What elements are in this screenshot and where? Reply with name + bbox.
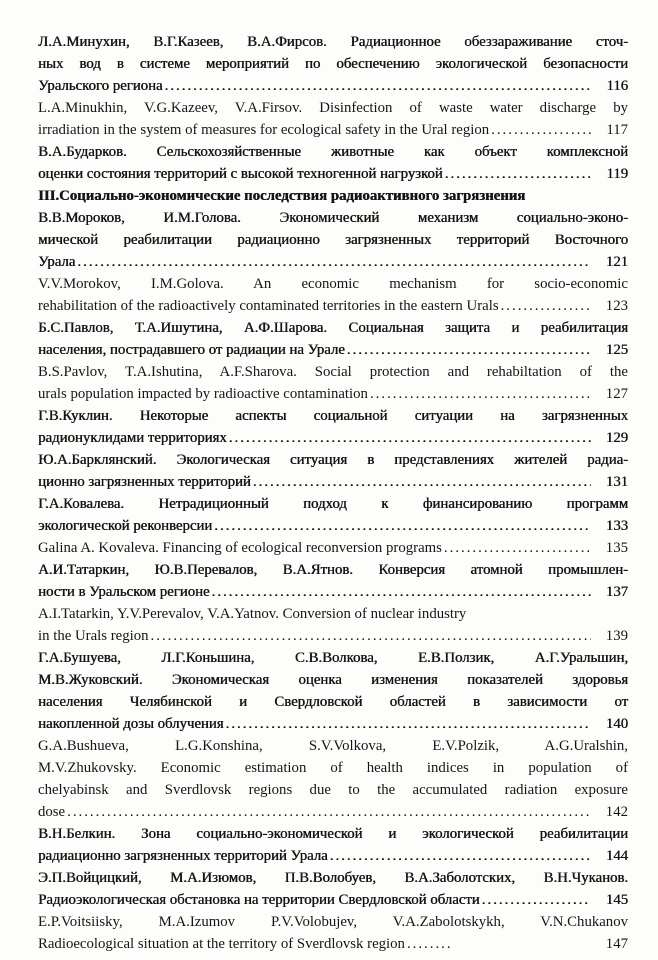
entry-text: населения Челябинской и Свердловской областей в зависимости от [38,694,628,710]
toc-line [38,361,628,383]
page-number: 116 [606,78,628,94]
entry-text: накопленной дозы облучения [38,716,224,732]
page-number: 117 [606,122,628,138]
entry-text: Г.В.Куклин. Некоторые аспекты социальной ситуации на загрязненных [38,408,628,424]
toc-line [38,163,628,185]
entry-text: dose [38,804,66,820]
toc-line [38,801,628,823]
toc-line [38,427,628,449]
dot-leader [445,163,591,185]
page-number: 133 [605,518,628,534]
entry-text: Radioecological situation at the territory of Sverdlovsk region [38,936,405,952]
toc-line [38,537,628,559]
toc-line [38,449,628,471]
toc-line [38,867,628,889]
dot-leader [225,713,591,735]
entry-text: Э.П.Войцицкий, М.А.Изюмов, П.В.Волобуев, В.А.Заболотских, В.Н.Чуканов. [38,870,628,886]
page-number: 144 [605,848,628,864]
toc-line [38,471,628,493]
dot-leader [214,515,591,537]
entry-text: irradiation in the system of measures for ecological safety in the Ural region [38,122,490,138]
toc-line [38,339,628,361]
page-number: 139 [605,628,628,644]
toc-line [38,317,628,339]
dot-leader [444,537,591,559]
page-number: 145 [605,892,628,908]
toc-line [38,581,628,603]
toc-line [38,207,628,229]
entry-text: Радиоэкологическая обстановка на территории Свердловской области [38,892,480,908]
entry-text: Л.А.Минухин, В.Г.Казеев, В.А.Фирсов. Радиационное обеззараживание сточ- [38,34,628,50]
toc-line [38,735,628,757]
page-number: 129 [605,430,628,446]
page-number: 121 [605,254,628,270]
toc-list [38,31,628,955]
entry-text: L.A.Minukhin, V.G.Kazeev, V.A.Firsov. Disinfection of waste water discharge by [38,100,628,116]
page-number: 142 [605,804,628,820]
dot-leader [229,427,591,449]
entry-text: ности в Уральском регионе [38,584,210,600]
toc-line [38,31,628,53]
toc-line [38,53,628,75]
page-number: 140 [605,716,628,732]
toc-line [38,515,628,537]
toc-line [38,713,628,735]
page-number: 137 [605,584,628,600]
entry-text: В.А.Бударков. Сельскохозяйственные животные как объект комплексной [38,144,628,160]
entry-text: ционно загрязненных территорий [38,474,251,490]
entry-text: III.Социально-экономические последствия радиоактивного загрязнения [38,188,526,204]
entry-text: M.V.Zhukovsky. Economic estimation of health indices in population of [38,760,628,776]
toc-line [38,97,628,119]
dot-leader [482,889,591,911]
toc-line [38,603,628,625]
dot-leader [330,845,591,867]
entry-text: Урала [38,254,76,270]
toc-line [38,647,628,669]
dot-leader [77,251,591,273]
toc-line [38,779,628,801]
entry-text: B.S.Pavlov, T.A.Ishutina, A.F.Sharova. Social protection and rehabiltation of the [38,364,628,380]
dot-leader [347,339,591,361]
section-heading [38,185,628,207]
page-number: 123 [605,298,628,314]
page-number: 135 [605,540,628,556]
toc-line [38,405,628,427]
toc-line [38,493,628,515]
entry-text: A.I.Tatarkin, Y.V.Perevalov, V.A.Yatnov. Conversion of nuclear industry [38,606,467,622]
entry-text: Galina A. Kovaleva. Financing of ecological reconversion programs [38,540,442,556]
toc-line [38,757,628,779]
dot-leader [253,471,591,493]
entry-text: В.Н.Белкин. Зона социально-экономической и экологической реабилитации [38,826,628,842]
entry-text: in the Urals region [38,628,149,644]
entry-text: V.V.Morokov, I.M.Golova. An economic mechanism for socio-economic [38,276,628,292]
page-number: 125 [605,342,628,358]
dot-leader [491,119,591,141]
toc-line [38,119,628,141]
dot-leader [151,625,591,647]
entry-text: М.В.Жуковский. Экономическая оценка изменения показателей здоровья [38,672,628,688]
toc-line [38,625,628,647]
page-number: 147 [605,936,628,952]
entry-text: urals population impacted by radioactive contamination [38,386,368,402]
entry-text: Г.А.Ковалева. Нетрадиционный подход к финансированию программ [38,496,628,512]
toc-line [38,251,628,273]
entry-text: chelyabinsk and Sverdlovsk regions due to the accumulated radiation exposure [38,782,628,798]
dot-leader [211,581,591,603]
toc-line [38,911,628,933]
toc-line [38,295,628,317]
dot-leader [407,933,451,955]
toc-line [38,823,628,845]
entry-text: радионуклидами территориях [38,430,227,446]
entry-text: rehabilitation of the radioactively contaminated territories in the eastern Urals [38,298,499,314]
toc-line [38,845,628,867]
page-number: 119 [606,166,628,182]
entry-text: А.И.Татаркин, Ю.В.Перевалов, В.А.Ятнов. Конверсия атомной промышлен- [38,562,628,578]
toc-line [38,229,628,251]
page-number: 131 [605,474,628,490]
dot-leader [164,75,591,97]
dot-leader [67,801,591,823]
entry-text: населения, пострадавшего от радиации на Урале [38,342,345,358]
page-number: 127 [605,386,628,402]
toc-line [38,669,628,691]
entry-text: Ю.А.Барклянский. Экологическая ситуация в представлениях жителей радиа- [38,452,628,468]
entry-text: оценки состояния территорий с высокой техногенной нагрузкой [38,166,443,182]
toc-line [38,889,628,911]
toc-line [38,933,628,955]
toc-line [38,383,628,405]
dot-leader [370,383,591,405]
entry-text: G.A.Bushueva, L.G.Konshina, S.V.Volkova, E.V.Polzik, A.G.Uralshin, [38,738,628,754]
entry-text: мической реабилитации радиационно загрязненных территорий Восточного [38,232,628,248]
entry-text: ных вод в системе мероприятий по обеспечению экологической безопасности [38,56,628,72]
entry-text: радиационно загрязненных территорий Урала [38,848,328,864]
toc-line [38,559,628,581]
entry-text: Уральского региона [38,78,163,94]
entry-text: Г.А.Бушуева, Л.Г.Коньшина, С.В.Волкова, Е.В.Ползик, А.Г.Уральшин, [38,650,628,666]
entry-text: Б.С.Павлов, Т.А.Ишутина, А.Ф.Шарова. Социальная защита и реабилитация [38,320,628,336]
toc-line [38,691,628,713]
toc-line [38,141,628,163]
entry-text: В.В.Мороков, И.М.Голова. Экономический механизм социально-эконо- [38,210,628,226]
dot-leader [501,295,591,317]
entry-text: экологической реконверсии [38,518,213,534]
toc-line [38,75,628,97]
toc-line [38,273,628,295]
entry-text: E.P.Voitsiisky, M.A.Izumov P.V.Volobujev, V.A.Zabolotskykh, V.N.Chukanov [38,914,628,930]
